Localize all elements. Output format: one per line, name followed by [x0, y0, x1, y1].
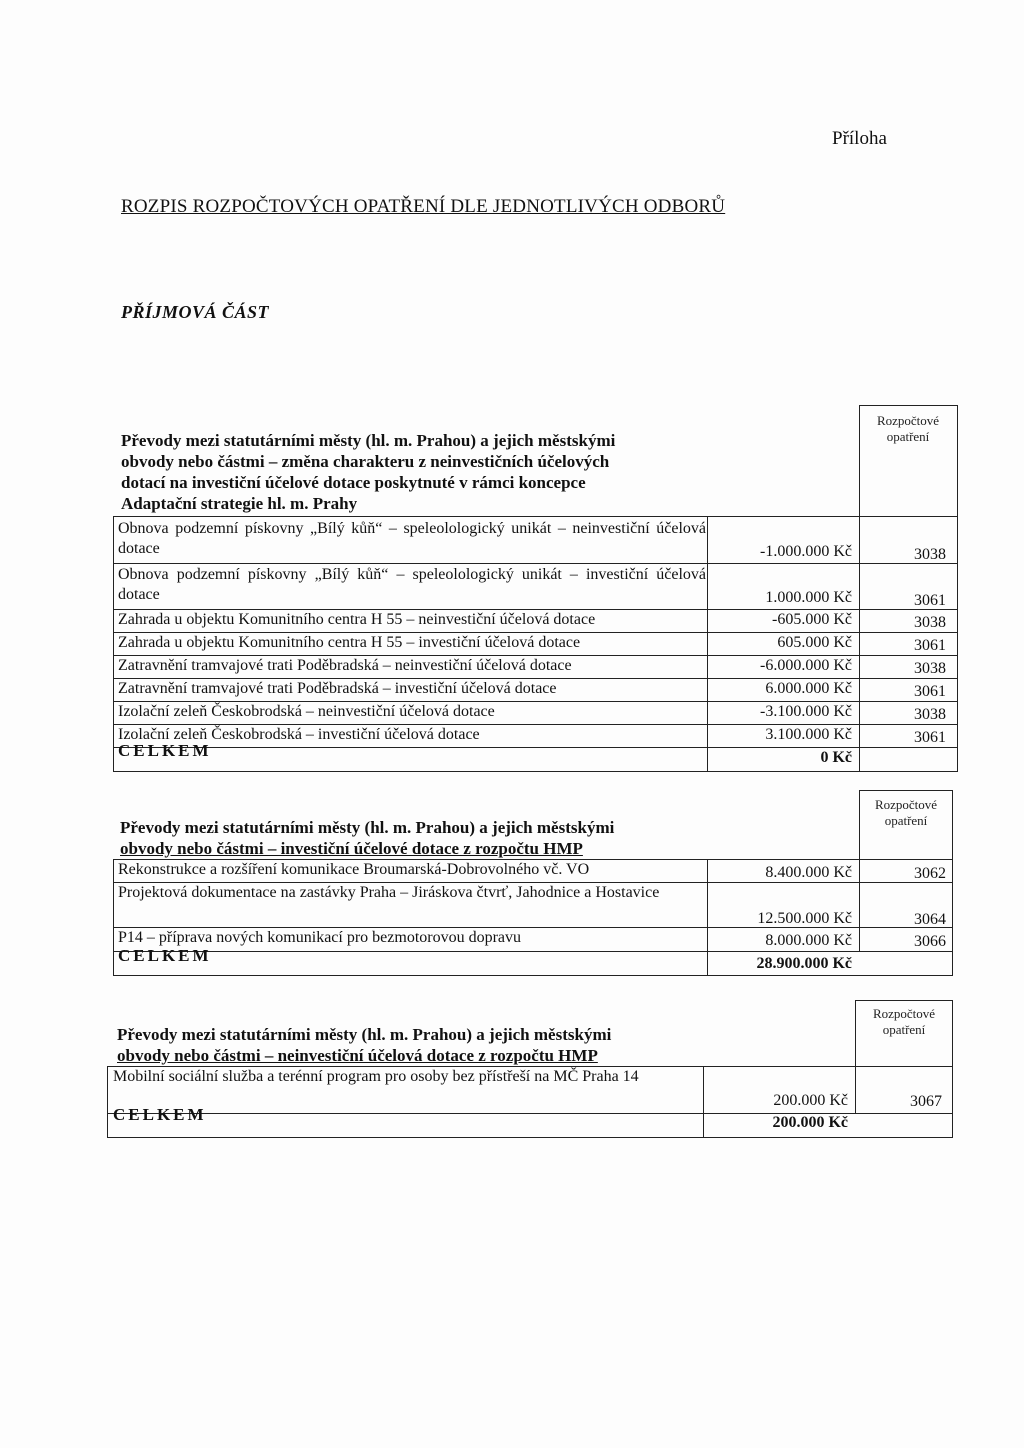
row-description: Projektová dokumentace na zastávky Praha – Jiráskova čtvrť, Jahodnice a Hostavice [118, 884, 660, 901]
row-amount: 200.000 Kč [773, 1092, 848, 1109]
row-amount: -605.000 Kč [772, 611, 852, 628]
row-description: P14 – příprava nových komunikací pro bezmotorovou dopravu [118, 929, 522, 946]
section-2-heading [120, 817, 706, 859]
part-title: PŘÍJMOVÁ ČÁST [121, 302, 270, 322]
row-description: Rekonstrukce a rozšíření komunikace Broumarská-Dobrovolného vč. VO [118, 861, 590, 878]
row-code: 3067 [910, 1093, 942, 1110]
section-3-heading-line: obvody nebo částmi – neinvestiční účelová dotace z rozpočtu HMP [117, 1046, 598, 1065]
row-description: Zatravnění tramvajové trati Poděbradská – investiční účelová dotace [118, 680, 557, 697]
row-code: 3038 [914, 614, 946, 631]
row-description: Zahrada u objektu Komunitního centra H 55 – investiční účelová dotace [118, 634, 581, 651]
row-code: 3038 [914, 706, 946, 723]
col-divider [703, 1066, 704, 1138]
col-divider [859, 859, 860, 952]
ro-label-line1: Rozpočtové [872, 1006, 936, 1021]
row-code: 3064 [914, 911, 946, 928]
total-amount: 0 Kč [820, 749, 852, 766]
section-2-heading-line: obvody nebo částmi – investiční účelové dotace z rozpočtu HMP [120, 839, 583, 858]
ro-label-line2: opatření [884, 813, 928, 828]
document-title: ROZPIS ROZPOČTOVÝCH OPATŘENÍ DLE JEDNOTLIVÝCH ODBORŮ [121, 196, 726, 217]
col-divider [859, 516, 860, 772]
row-description: Zatravnění tramvajové trati Poděbradská – neinvestiční účelová dotace [118, 657, 572, 674]
row-description: Obnova podzemní pískovny „Bílý kůň“ – speleolologický unikát – neinvestiční účelová dotace [118, 520, 706, 557]
row-amount: 605.000 Kč [777, 634, 852, 651]
row-code: 3061 [914, 592, 946, 609]
row-amount: 1.000.000 Kč [765, 589, 852, 606]
section-1-heading-line: Adaptační strategie hl. m. Prahy [121, 494, 358, 513]
row-amount: -6.000.000 Kč [760, 657, 852, 674]
total-amount: 28.900.000 Kč [756, 955, 852, 972]
col-divider [707, 516, 708, 772]
row-description: Obnova podzemní pískovny „Bílý kůň“ – speleolologický unikát – investiční účelová dotace [118, 566, 706, 603]
section-3-heading-line: Převody mezi statutárními městy (hl. m. Prahou) a jejich městskými [117, 1025, 612, 1044]
ro-header-label [858, 797, 954, 829]
row-description: Izolační zeleň Českobrodská – neinvestiční účelová dotace [118, 703, 495, 720]
row-amount: 6.000.000 Kč [765, 680, 852, 697]
row-amount: -3.100.000 Kč [760, 703, 852, 720]
ro-header-label [860, 413, 956, 445]
section-1-heading-line: obvody nebo částmi – změna charakteru z neinvestičních účelových [121, 452, 610, 471]
row-code: 3038 [914, 660, 946, 677]
ro-label-line2: opatření [882, 1022, 926, 1037]
col-divider [707, 859, 708, 976]
ro-header-label [856, 1006, 952, 1038]
row-description: Izolační zeleň Českobrodská – investiční účelová dotace [118, 726, 480, 743]
section-1-heading-line: dotací na investiční účelové dotace poskytnuté v rámci koncepce [121, 473, 586, 492]
total-label: CELKEM [113, 1105, 207, 1124]
total-amount: 200.000 Kč [772, 1114, 848, 1131]
row-code: 3066 [914, 933, 946, 950]
row-code: 3062 [914, 865, 946, 882]
row-description: Zahrada u objektu Komunitního centra H 55 – neinvestiční účelová dotace [118, 611, 596, 628]
row-code: 3061 [914, 729, 946, 746]
attachment-label: Příloha [832, 128, 887, 149]
ro-label-line2: opatření [886, 429, 930, 444]
row-amount: 3.100.000 Kč [765, 726, 852, 743]
row-code: 3061 [914, 683, 946, 700]
section-1-heading-line: Převody mezi statutárními městy (hl. m. Prahou) a jejich městskými [121, 431, 616, 450]
section-2-heading-line: Převody mezi statutárními městy (hl. m. Prahou) a jejich městskými [120, 818, 615, 837]
total-label: CELKEM [118, 741, 212, 760]
row-code: 3038 [914, 546, 946, 563]
row-description: Mobilní sociální služba a terénní program pro osoby bez přístřeší na MČ Praha 14 [113, 1068, 639, 1085]
row-amount: 12.500.000 Kč [757, 910, 852, 927]
row-amount: 8.000.000 Kč [765, 932, 852, 949]
row-divider [113, 563, 958, 564]
ro-label-line1: Rozpočtové [874, 797, 938, 812]
total-label: CELKEM [118, 946, 212, 965]
row-amount: 8.400.000 Kč [765, 864, 852, 881]
ro-label-line1: Rozpočtové [876, 413, 940, 428]
row-divider [113, 951, 953, 952]
row-amount: -1.000.000 Kč [760, 543, 852, 560]
col-divider [855, 1066, 856, 1113]
row-code: 3061 [914, 637, 946, 654]
section-1-heading [121, 430, 709, 514]
section-3-heading [117, 1024, 703, 1066]
